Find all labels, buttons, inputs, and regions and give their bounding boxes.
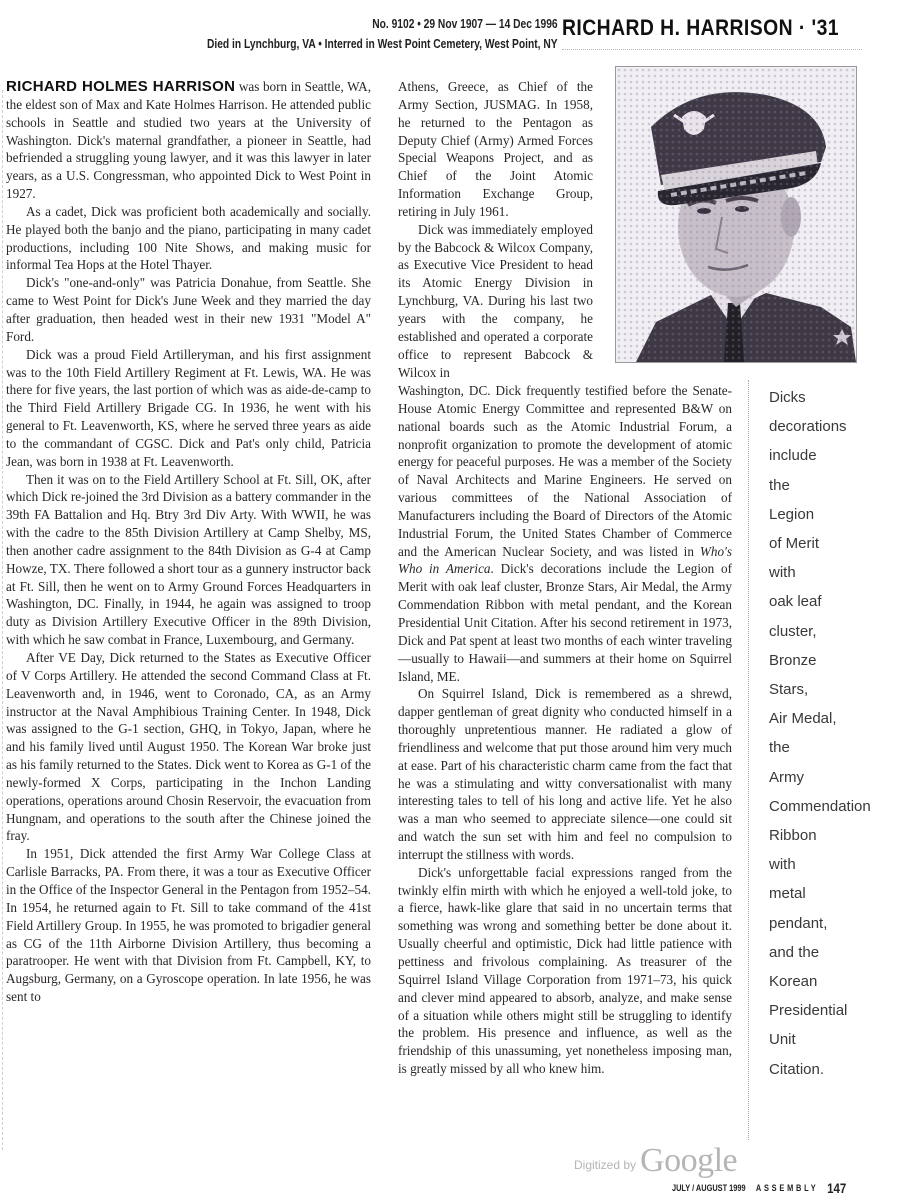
publication-title: Who's Who in America <box>398 543 732 577</box>
pull-quote-line: cluster, <box>769 622 817 640</box>
pull-quote-line: decorations <box>769 418 847 436</box>
pull-quote-line: and the <box>769 943 820 961</box>
paragraph: RICHARD HOLMES HARRISON was born in Seattle, WA, the eldest son of Max and Kate Holmes Harrison. He attended public schools in Seattle and studied two years at the University of Washington. Dick's maternal grandfather, a pioneer in Seattle, had befriended a struggling young lawyer, and it was this lawyer in later years, as a U.S. Congressman, who appointed Dick to West Point in 1927. <box>6 78 371 202</box>
article-column-left <box>6 78 371 1006</box>
pull-quote-line: Stars, <box>769 681 809 699</box>
paragraph: As a cadet, Dick was proficient both academically and socially. He played both the banjo and the piano, participating in many cadet productions, including 100 Nite Shows, and making music for informal Tea Hops at the Hotel Thayer. <box>6 203 371 273</box>
paragraph: Washington, DC. Dick frequently testified before the Senate-House Atomic Energy Committee and represented B&W on national boards such as the Atomic Industrial Forum, a nonprofit organization to promote the development of atomic energy for peaceful purposes. He was a member of the Society of Naval Architects and Marine Engineers. He served on various committees of the National Association of Manufacturers including the Board of Directors of the Atomic Industrial Forum, the United States Chamber of Commerce and the American Nuclear Society, and was listed in Who's Who in America. Dick's decorations include the Legion of Merit with oak leaf cluster, Bronze Stars, Air Medal, the Army Commendation Ribbon with metal pendant, and the Korean Presidential Unit Citation. After his second retirement in 1973, Dick and Pat spent at least two months of each winter traveling—usually to Hawaii—and summers at their home on Squirrel Island, ME. <box>398 383 732 684</box>
record-dates: No. 9102 • 29 Nov 1907 — 14 Dec 1996 <box>372 17 558 31</box>
pull-quote-line: Air Medal, <box>769 710 837 728</box>
pull-quote-line: Korean <box>769 973 818 991</box>
pull-quote-line: the <box>769 476 790 494</box>
death-burial-info: Died in Lynchburg, VA • Interred in West Point Cemetery, West Point, NY <box>207 37 558 51</box>
paragraph: Athens, Greece, as Chief of the Army Section, JUSMAG. In 1958, he returned to the Pentagon as Deputy Chief (Army) Armed Forces Special Weapons Project, and as Chief of the Joint Atomic Information Exchange Group, retiring in July 1961. <box>398 79 593 219</box>
paragraph: Dick's unforgettable facial expressions ranged from the twinkly elfin mirth with which he enjoyed a well-told joke, to a fierce, hawk-like glare that said in no uncertain terms that something was wrong and something better be done about it. Usually cheerful and optimistic, Dick had little patience with pettiness and frivolous complaining. As treasurer of the Squirrel Island Village Corporation from 1971–73, his quick and clever mind appeared to absorb, analyze, and make sense of a situation while others might still be struggling to identify the problem. His presence and influence, as well as the friendship of this unassuming, yet nonetheless imposing man, is greatly missed by all who knew him. <box>398 864 732 1077</box>
paragraph: After VE Day, Dick returned to the States as Executive Officer of V Corps Artillery. He attended the second Command Class at Ft. Leavenworth and, in 1946, went to Coronado, CA, as an Army instructor at the Naval Amphibious Training Center. In 1948, Dick was assigned to the G-1 section, GHQ, in Tokyo, Japan, where he and his family lived until August 1950. The Korean War broke just as his family returned to the States. Dick went to Korea as G-1 of the newly-formed X Corps, participating in the Inchon Landing operations, operations around Chosin Reservoir, the evacuation from Hungnam, and operations to the south after the Chinese joined the fray. <box>6 650 371 844</box>
magazine-name: ASSEMBLY <box>755 1183 819 1193</box>
pull-quote-line: include <box>769 447 817 465</box>
pull-quote-line: Legion <box>769 505 815 523</box>
paragraph: Then it was on to the Field Artillery School at Ft. Sill, OK, after which Dick re-joined the 3rd Division as a battery commander in the 39th FA Battalion and Hq. Btry 3rd Div Arty. With WWII, he was with the cadre to the 85th Division Artillery at Camp Shelby, MS, then another cadre assignment to the 84th Division as G-4 at Camp Howze, TX. There followed a short tour as a gunnery instructor back at Ft. Sill, then he went on to Army Ground Forces Headquarters in Washington, DC. Finally, in 1944, he again was assigned to troop duty as Division Artillery Executive Officer in the 89th Division, with which he saw combat in France, Luxembourg, and Germany. <box>6 471 371 648</box>
pull-quote-line: with <box>769 856 796 874</box>
pull-quote-line: Commendation <box>769 797 871 815</box>
digitized-by-watermark: Digitized by Google <box>574 1142 738 1179</box>
paragraph: Dick was immediately employed by the Babcock & Wilcox Company, as Executive Vice President to head its Atomic Energy Division in Lynchburg, VA. During his last two years with the company, he established and operated a corporate office to represent Babcock & Wilcox in <box>398 221 593 380</box>
pull-quote-line: Ribbon <box>769 827 817 845</box>
paragraph: Dick was a proud Field Artilleryman, and his first assignment was to the 10th Field Artillery Regiment at Ft. Lewis, WA. He was there for five years, the last portion of which was as aide-de-camp to the Third Field Artillery Brigade CG. In 1936, he went with his general to Ft. Leavenworth, KS, where he served three years as aide to the commandant of CGSC. Dick and Pat's only child, Patricia Jean, was born in 1938 at Ft. Leavenworth. <box>6 346 371 469</box>
pull-quote-line: Presidential <box>769 1002 848 1020</box>
article-column-middle-bottom <box>398 382 732 1078</box>
officer-portrait-image <box>616 67 856 362</box>
pull-quote-line: Citation. <box>769 1060 825 1078</box>
pull-quote-line: metal <box>769 885 806 903</box>
paragraph: Dick's "one-and-only" was Patricia Donahue, from Seattle. She came to West Point for Dick's June Week and they married the day after graduation, then headed west in their new 1931 "Model A" Ford. <box>6 275 371 344</box>
paragraph: On Squirrel Island, Dick is remembered as a shrewd, dapper gentleman of great dignity who conducted himself in a thoroughly unpretentious manner. He radiated a glow of friendliness and welcome that put those around him very much at ease. Part of his characteristic charm came from the fact that he was a stimulating and witty conversationalist with many interesting tales to tell of his long and active life. Yet he also was a man who seemed to appreciate silence—one could sit and watch the sun set with him and feel no compulsion to interrupt the stillness with words. <box>398 686 732 862</box>
page-number: 147 <box>827 1180 847 1196</box>
pull-quote-line: Unit <box>769 1031 796 1049</box>
pull-quote-line: Dicks <box>769 389 806 406</box>
pull-quote-line: of Merit <box>769 535 820 553</box>
issue-date: JULY / AUGUST 1999 <box>672 1183 746 1193</box>
portrait-photo <box>615 66 857 363</box>
lead-name: RICHARD HOLMES HARRISON <box>6 78 236 95</box>
pull-quote-line: with <box>769 564 796 582</box>
paragraph: In 1951, Dick attended the first Army War College Class at Carlisle Barracks, PA. From there, it was a tour as Executive Officer in the Office of the Inspector General in the Pentagon from 1952–54. In 1954, he returned again to Ft. Sill to take command of the 41st Field Artillery Group. In 1955, he was promoted to brigadier general as CG of the 11th Airborne Division Artillery, thus becoming a paratrooper. He went with that Division from Ft. Campbell, KY, to Augsburg, Germany, on a Gyroscope operation. In late 1956, he was sent to <box>6 846 371 1005</box>
page-footer <box>672 1180 846 1196</box>
article-column-middle-top <box>398 78 593 381</box>
pull-quote-line: pendant, <box>769 914 828 932</box>
header-rule <box>562 49 862 50</box>
column-divider <box>748 380 749 1140</box>
google-logo: Google <box>640 1142 738 1179</box>
pull-quote-line: oak leaf <box>769 593 822 611</box>
obituary-meta <box>207 14 558 54</box>
pull-quote-line: Bronze <box>769 651 817 669</box>
page-title: RICHARD H. HARRISON · '31 <box>562 15 839 40</box>
pull-quote-line: the <box>769 739 790 757</box>
pull-quote <box>769 383 904 1084</box>
pull-quote-line: Army <box>769 768 804 786</box>
